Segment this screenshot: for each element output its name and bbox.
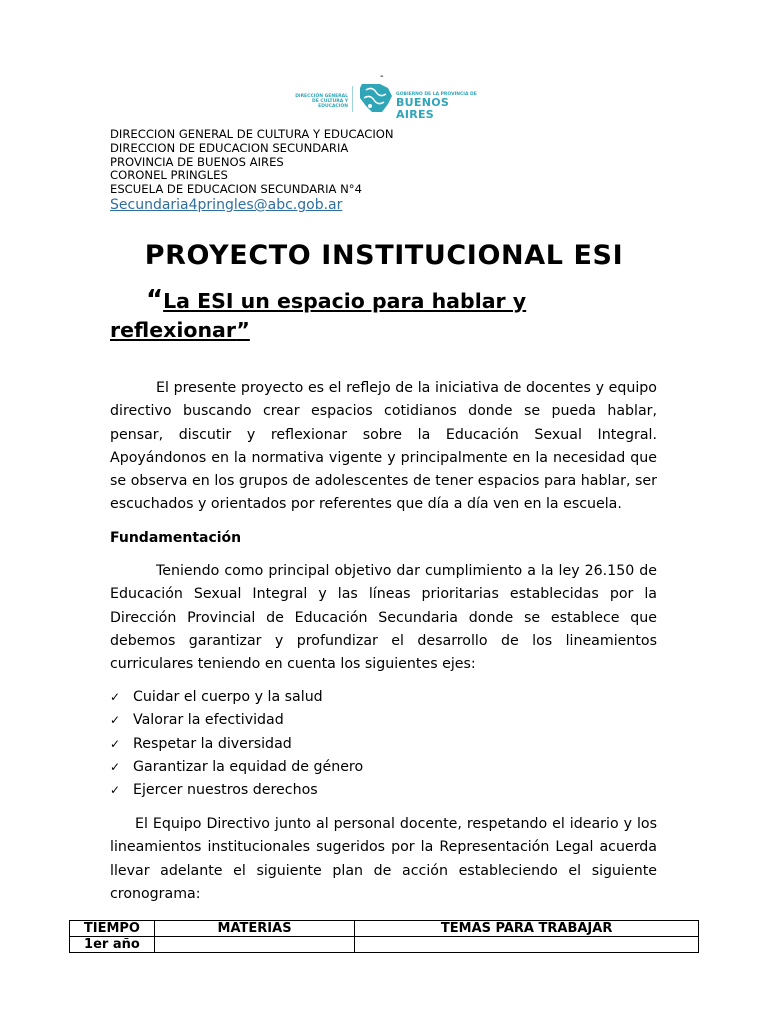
check-icon: ✓ [110,690,121,704]
table-cell-tiempo: 1er año [70,937,155,953]
header-logos [280,80,490,121]
top-mark: - [380,71,384,82]
axes-list [110,686,657,802]
check-icon: ✓ [110,783,121,798]
gba-logo-line2: BUENOS AIRES [396,96,450,121]
header-line: ESCUELA DE EDUCACION SECUNDARIA N°4 [110,182,362,197]
document-title: PROYECTO INSTITUCIONAL ESI [144,240,624,271]
institution-header [110,128,670,197]
list-item [110,686,657,709]
header-line: DIRECCION GENERAL DE CULTURA Y EDUCACION [110,127,394,141]
check-icon: ✓ [110,713,121,728]
table-cell-temas[interactable] [355,937,699,953]
column-header-materias: MATERIAS [154,921,354,937]
section-heading: Fundamentación [110,530,242,546]
subtitle-text: La ESI un espacio para hablar y reflexionar [110,289,527,342]
check-icon: ✓ [110,759,121,774]
table-cell-materias[interactable] [154,937,354,953]
fundamentacion-paragraph [110,560,657,676]
list-item [110,756,657,779]
dgce-logo-line1: DIRECCIÓN GENERAL [295,94,348,99]
dgce-logo-line2: DE CULTURA Y EDUCACIÓN [312,99,348,109]
gba-logo [396,92,490,121]
list-item [110,709,657,732]
list-item-text: Ejercer nuestros derechos [133,782,318,799]
intro-paragraph [110,377,657,517]
fundamentacion-paragraph-text: Teniendo como principal objetivo dar cumplimiento a la ley 26.150 de Educación Sexual Integral y las líneas prioritarias establecidas por la Dirección Provincial de Educación Secundaria donde se establece que debemos garantizar y profundizar el desarrollo de los lineamientos curriculares teniendo en cuenta los siguientes ejes: [110,563,657,673]
list-item-text: Respetar la diversidad [133,735,292,752]
table-row [70,937,699,953]
subtitle-open-quote: “ [146,285,164,315]
header-line: DIRECCION DE EDUCACION SECUNDARIA [110,140,349,155]
header-line: CORONEL PRINGLES [110,168,228,183]
schedule-table [69,920,699,953]
plan-paragraph-text: El Equipo Directivo junto al personal docente, respetando el ideario y los lineamientos institucionales sugeridos por la Representación Legal acuerda llevar adelante el siguiente plan de acción estableciendo el siguiente cronograma: [110,816,657,902]
gba-logo-line1: GOBIERNO DE LA PROVINCIA DE [396,92,477,97]
dgce-logo [284,94,348,109]
intro-paragraph-text: El presente proyecto es el reflejo de la iniciativa de docentes y equipo directivo buscando crear espacios cotidianos donde se pueda hablar, pensar, discutir y reflexionar sobre la Educación Sexual Integral. Apoyándonos en la normativa vigente y principalmente en la necesidad que se observa en los grupos de adolescentes de tener espacios para hablar, ser escuchados y orientados por referentes que día a día ven en la escuela. [110,380,657,513]
header-line: PROVINCIA DE BUENOS AIRES [110,154,284,169]
document-subtitle [110,286,670,345]
email-link[interactable]: Secundaria4pringles@abc.gob.ar [110,197,343,213]
logo-divider [352,86,353,112]
column-header-temas: TEMAS PARA TRABAJAR [355,921,699,937]
list-item-text: Cuidar el cuerpo y la salud [133,689,323,705]
list-item [110,733,657,756]
list-item-text: Valorar la efectividad [133,712,284,729]
plan-paragraph [110,813,657,906]
subtitle-close-quote: ” [236,318,250,342]
list-item-text: Garantizar la equidad de género [133,758,364,775]
list-item [110,779,657,802]
table-header-row [70,921,699,937]
column-header-tiempo: TIEMPO [70,921,155,937]
province-map-icon [358,82,394,114]
check-icon: ✓ [110,736,121,751]
